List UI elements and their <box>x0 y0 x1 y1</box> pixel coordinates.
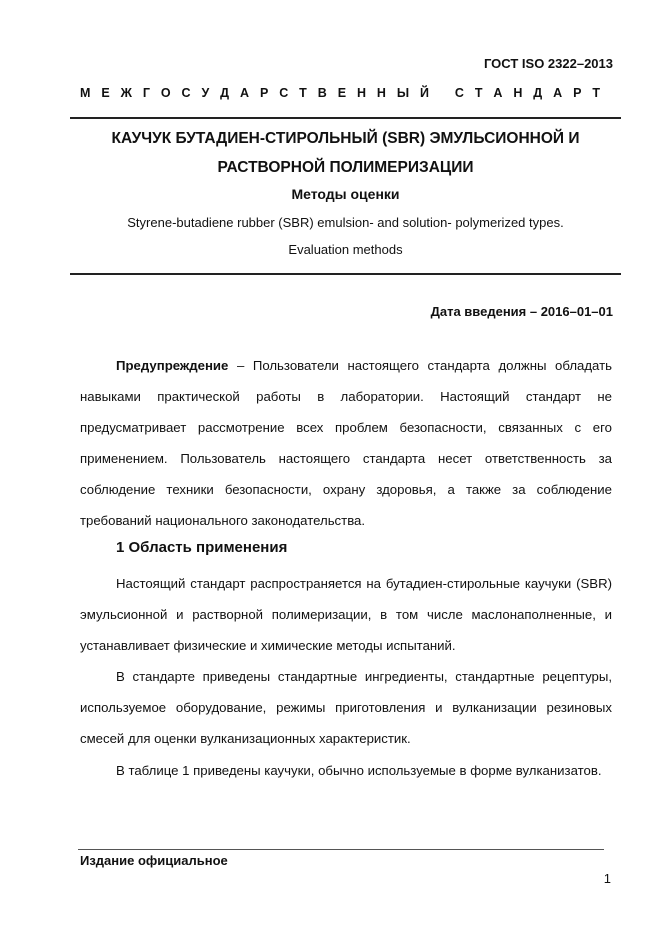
banner-letter: Т <box>474 86 483 100</box>
section-paragraph <box>80 568 612 661</box>
warning-paragraph <box>80 350 612 536</box>
banner-letter: Р <box>573 86 582 100</box>
banner-letter: С <box>181 86 191 100</box>
warning-text: – Пользователи настоящего стандарта должны обладать навыками практической работы в лаборатории. Настоящий стандарт не предусматривает рассмотрение всех проблем безопасности, связанных с его применением. Пользователь настоящего стандарта несет ответственность за соблюдение техники безопасности, охрану здоровья, а также за соблюдение требований национального законодательства. <box>80 358 612 528</box>
banner-letter: Д <box>533 86 543 100</box>
banner-letter: А <box>240 86 250 100</box>
section-paragraph <box>80 661 612 754</box>
english-title-line-2: Evaluation methods <box>288 242 403 257</box>
title-line-2: РАСТВОРНОЙ ПОЛИМЕРИЗАЦИИ <box>217 159 474 176</box>
paragraph-text: Настоящий стандарт распространяется на бутадиен-стирольные каучуки (SBR) эмульсионной и растворной полимеризации, в том числе маслонаполненные, и устанавливает физические и химические методы испытаний. <box>80 576 612 653</box>
banner-gap <box>440 86 444 100</box>
banner-letter: Ж <box>120 86 132 100</box>
banner-letter: А <box>493 86 503 100</box>
banner-letter: А <box>553 86 563 100</box>
paragraph-text: В таблице 1 приведены каучуки, обычно используемые в форме вулканизатов. <box>116 763 602 778</box>
banner-letter: С <box>454 86 464 100</box>
top-divider <box>70 117 621 119</box>
footnote-divider <box>78 849 604 850</box>
english-title-line-1: Styrene-butadiene rubber (SBR) emulsion- and solution- polymerized types. <box>127 215 564 230</box>
official-edition-label: Издание официальное <box>80 853 228 868</box>
banner-letter: Н <box>513 86 523 100</box>
banner-letter: Ы <box>396 86 410 100</box>
title-line-1: КАУЧУК БУТАДИЕН-СТИРОЛЬНЫЙ (SBR) ЭМУЛЬСИОННОЙ И <box>111 130 580 147</box>
banner-letter: Е <box>337 86 347 100</box>
banner-letter: Т <box>592 86 600 100</box>
banner-letter: У <box>201 86 210 100</box>
banner-letter: В <box>317 86 327 100</box>
banner-letter: О <box>160 86 171 100</box>
banner-letter: Н <box>356 86 366 100</box>
subtitle: Методы оценки <box>291 186 400 202</box>
warning-lead: Предупреждение <box>116 358 229 373</box>
page-number: 1 <box>603 871 611 886</box>
bottom-divider <box>70 273 621 275</box>
banner-letter: С <box>279 86 289 100</box>
banner-letter: Г <box>142 86 150 100</box>
effective-date: Дата введения – 2016–01–01 <box>430 304 613 319</box>
document-code: ГОСТ ISO 2322–2013 <box>483 56 613 71</box>
banner-letter: Н <box>376 86 386 100</box>
banner-letter: Е <box>101 86 110 100</box>
banner-letter: М <box>80 86 91 100</box>
section-paragraph <box>80 755 612 786</box>
banner-letter: Д <box>220 86 230 100</box>
paragraph-text: В стандарте приведены стандартные ингредиенты, стандартные рецептуры, используемое оборудование, режимы приготовления и вулканизации резиновых смесей для оценки вулканизационных характеристик. <box>80 669 612 746</box>
banner-letter: Р <box>259 86 269 100</box>
interstate-standard-banner <box>80 86 600 100</box>
section-heading: 1 Область применения <box>116 539 288 556</box>
banner-letter: Й <box>420 86 430 100</box>
banner-letter: Т <box>299 86 307 100</box>
